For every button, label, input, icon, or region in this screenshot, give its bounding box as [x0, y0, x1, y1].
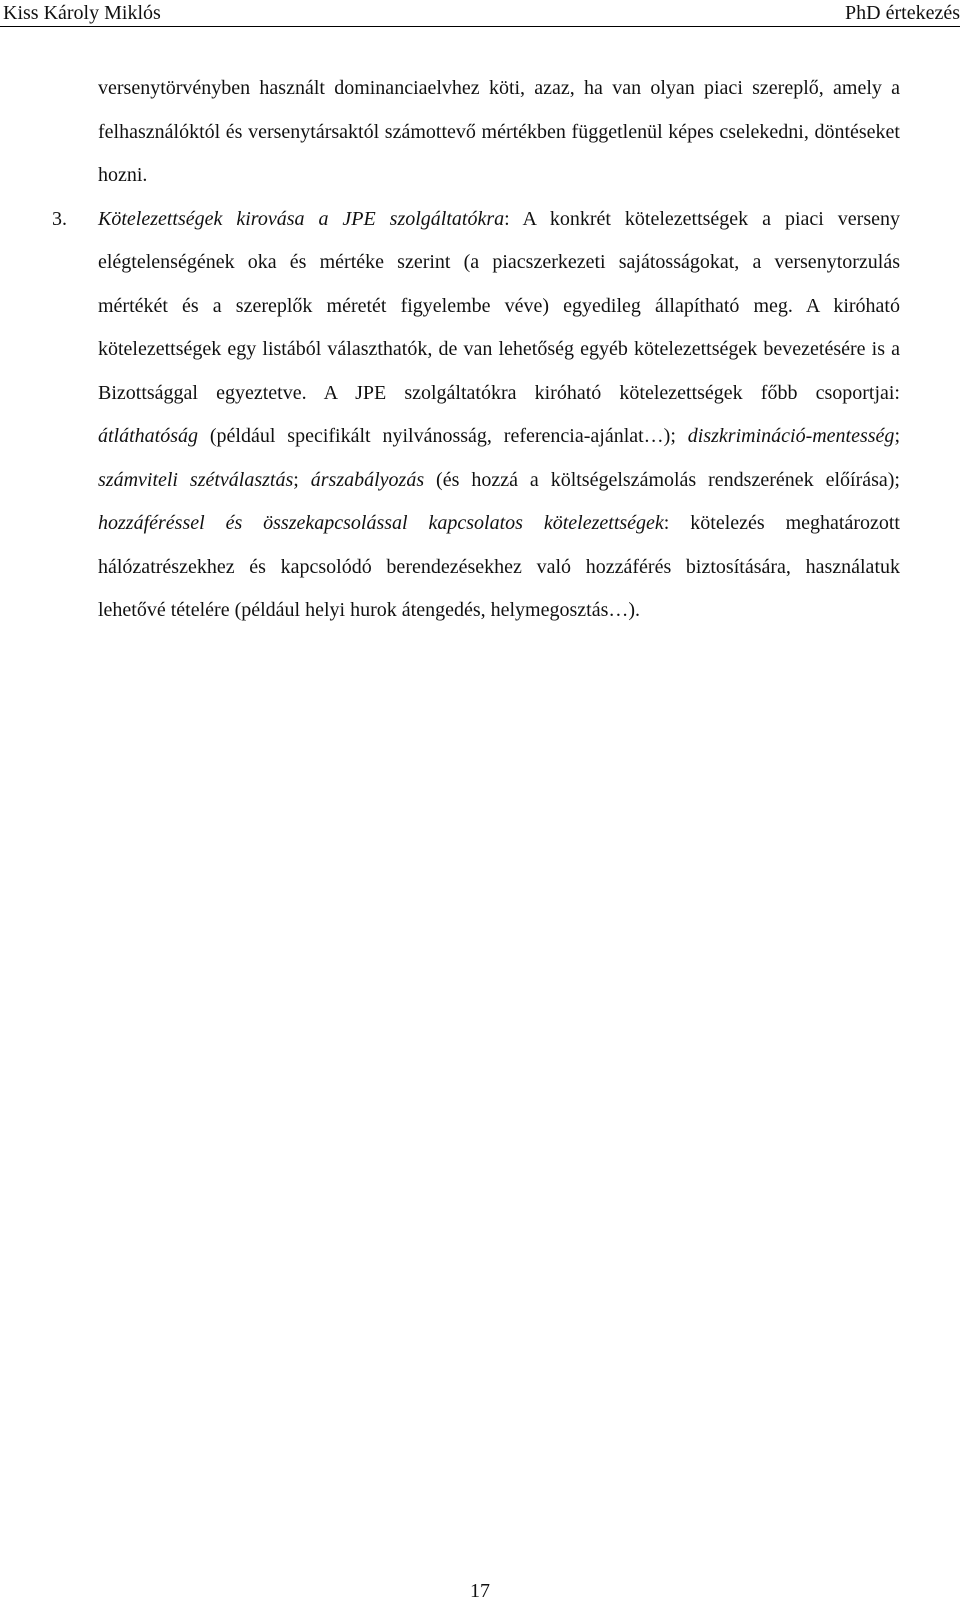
list-item-3	[52, 198, 900, 633]
running-header	[0, 0, 960, 27]
page-number: 17	[470, 1580, 490, 1602]
item-text: (és hozzá a költségelszámolás rendszerének előírása);	[424, 468, 900, 491]
page-body	[52, 67, 900, 633]
term-szamviteli: számviteli szétválasztás	[98, 468, 294, 491]
term-diszkriminacio: diszkrimináció-mentesség	[687, 425, 895, 447]
item-text: : A konkrét kötelezettségek a piaci verseny elégtelenségének oka és mértéke szerint (a piacszerkezeti sajátosságokat, a versenytorzulás mértékét és a szereplők méretét figyelembe véve) egyedileg állapítható meg. A kiróható kötelezettségek egy listából választhatók, de van lehetőség egyéb kötelezettségek bevezetésére is a Bizottsággal egyeztetve. A JPE szolgáltatókra kiróható kötelezettségek főbb csoportjai:	[98, 207, 900, 404]
item-text: : kötelezés meghatározott hálózatrészekhez és kapcsolódó berendezésekhez való hozzáférés biztosítására, használatuk lehetővé tételére (például helyi hurok átengedés, helymegosztás…).	[98, 512, 900, 621]
header-doc-type: PhD értekezés	[845, 2, 960, 24]
item-text: ;	[293, 468, 311, 491]
item-text: (például specifikált nyilvánosság, referencia-ajánlat…);	[198, 425, 688, 447]
list-number: 3.	[52, 207, 67, 230]
paragraph-continuation: versenytörvényben használt dominanciaelvhez köti, azaz, ha van olyan piaci szereplő, amely a felhasználóktól és versenytársaktól számottevő mértékben függetlenül képes cselekedni, döntéseket hozni.	[98, 77, 900, 186]
header-author: Kiss Károly Miklós	[3, 2, 161, 24]
term-hozzaferes: hozzáféréssel és összekapcsolással kapcsolatos kötelezettségek	[98, 512, 664, 534]
term-atlathatosag: átláthatóság	[98, 425, 199, 447]
item-heading: Kötelezettségek kirovása a JPE szolgáltatókra	[98, 207, 505, 230]
term-arszabalyozas: árszabályozás	[310, 468, 425, 491]
item-text: ;	[894, 425, 900, 447]
